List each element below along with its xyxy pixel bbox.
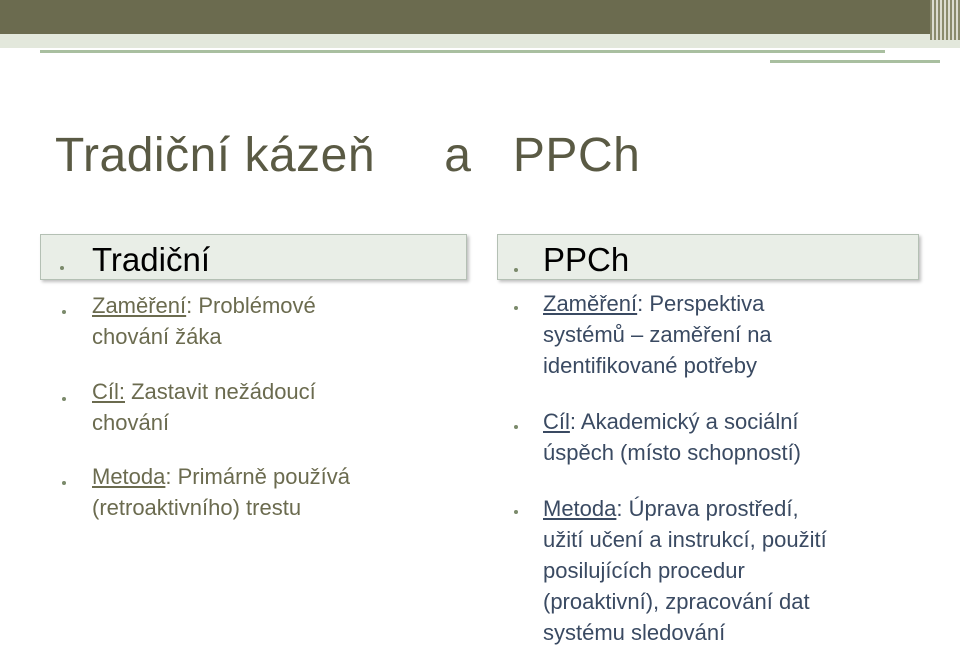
left-item-method-label: Metoda [92,464,166,489]
corner-stripes [930,0,960,40]
left-item-focus: Zaměření: Problémové chování žáka [92,293,316,349]
top-decor-band [0,34,960,48]
bullet-icon [514,425,518,429]
slide-title: Tradiční kázeň a PPCh [55,129,641,182]
bullet-icon [62,310,66,314]
top-decor-bar [0,0,960,34]
left-item-method: Metoda: Primárně používá (retroaktivního) trestu [92,464,351,520]
bullet-icon [514,510,518,514]
right-item-focus: Zaměření: Perspektiva systémů – zaměření na identifikované potřeby [543,291,772,378]
left-header: Tradiční [92,241,210,278]
right-item-goal: Cíl: Akademický a sociální úspěch (místo schopností) [543,409,802,465]
bullet-icon [514,306,518,310]
right-item-method: Metoda: Úprava prostředí, užití učení a instrukcí, použití posilujících procedur (proaktivní), zpracování dat systému sledování [543,496,827,645]
bullet-icon [62,481,66,485]
left-item-focus-label: Zaměření [92,293,187,318]
top-decor-line [40,50,885,53]
left-item-goal: Cíl: Zastavit nežádoucí chování [92,379,316,435]
right-header: PPCh [543,241,630,278]
top-decor-line-short [770,60,940,63]
bullet-icon [60,266,64,270]
bullet-icon [62,397,66,401]
bullet-icon [514,268,518,272]
right-item-focus-label: Zaměření [543,291,638,316]
left-item-goal-label: Cíl: [92,379,125,404]
right-item-goal-label: Cíl [543,409,570,434]
right-item-method-label: Metoda [543,496,617,521]
